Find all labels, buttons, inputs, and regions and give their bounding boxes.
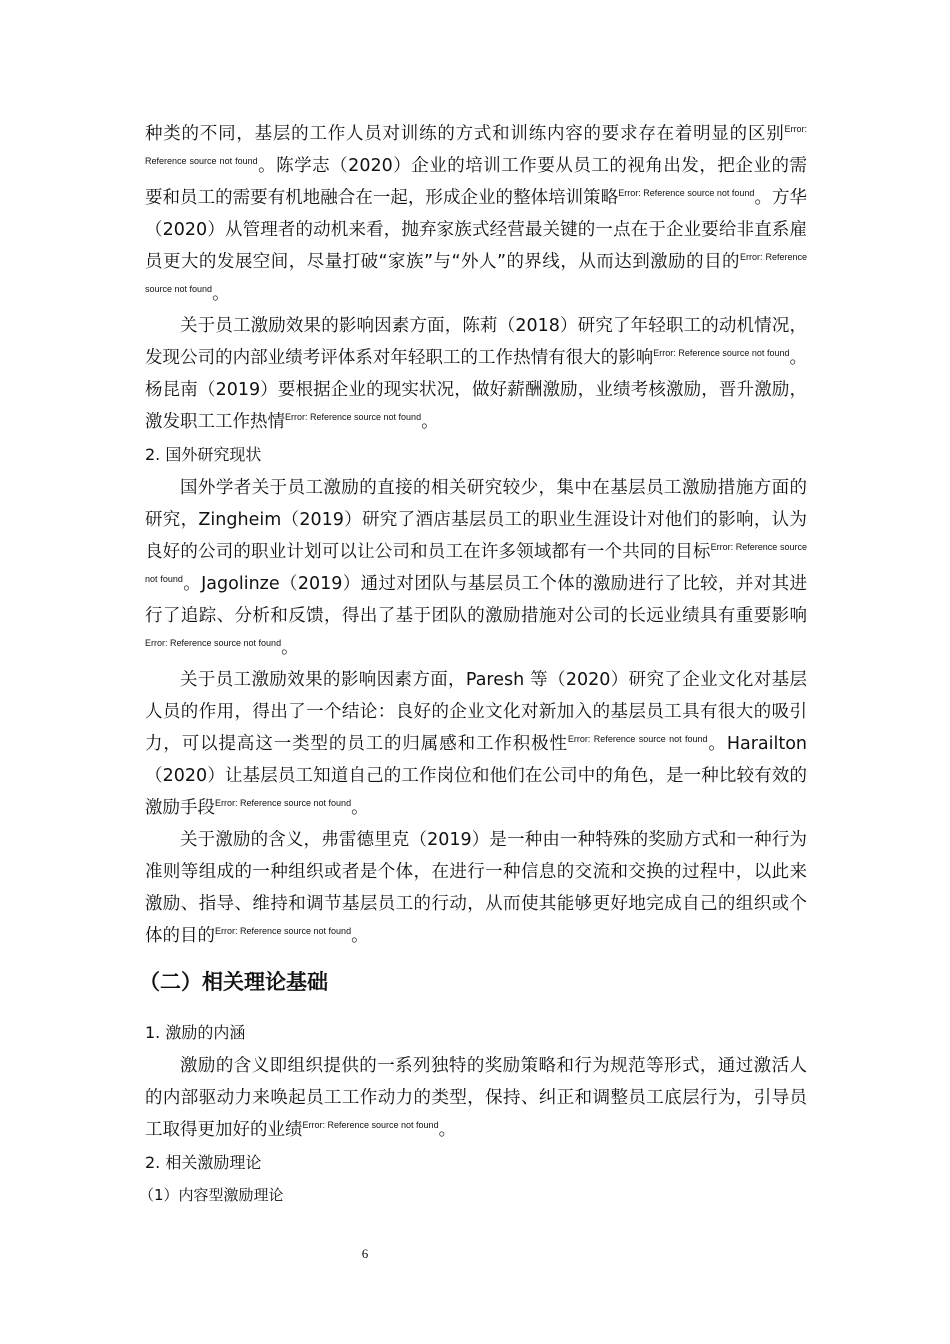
- reference-error: Error: Reference source not found: [302, 1120, 439, 1130]
- paragraph-incentive-definition: 激励的含义即组织提供的一系列独特的奖励策略和行为规范等形式，通过激活人的内部驱动力来唤起员工工作动力的类型，保持、纠正和调整员工底层行为，引导员工取得更加好的业绩$^{Error: Reference source not found}$。: [145, 1056, 807, 1140]
- reference-error: Error: Reference source not found: [215, 798, 352, 808]
- reference-error: Error: Reference source not found: [653, 348, 790, 358]
- reference-error: Error: Reference source not found: [618, 188, 755, 198]
- paragraph-training: 种类的不同，基层的工作人员对训练的方式和训练内容的要求存在着明显的区别$^{Error: Reference source not found}$。陈学志（2020）企业的培训工作要从员工的视角出发，把企业的需要和员工的需要有机地融合在一起，形成企业的整体培训策略$^{Error: Reference source not found}$。方华（2020）从管理者的动机来看，抛弃家族式经营最关键的一点在于企业要给非直系雇员更大的发展空间，尽量打破“家族”与“外人”的界线，从而达到激励的目的$^{Error: Reference source not found}$。: [145, 124, 808, 304]
- heading-content-theory: （1）内容型激励理论: [139, 1186, 284, 1204]
- heading-theory-basis: （二）相关理论基础: [139, 970, 328, 994]
- reference-error: Error: Reference source not found: [145, 124, 807, 166]
- reference-error: Error: Reference source not found: [145, 542, 807, 584]
- heading-incentive-connotation: 1. 激励的内涵: [145, 1023, 246, 1042]
- reference-error: Error: Reference source not found: [145, 638, 282, 648]
- paragraph-influence-factors: 关于员工激励效果的影响因素方面，陈莉（2018）研究了年轻职工的动机情况，发现公司的内部业绩考评体系对年轻职工的工作热情有很大的影响$^{Error: Reference source not found}$。杨昆南（2019）要根据企业的现实状况，做好薪酬激励，业绩考核激励，晋升激励，激发职工工作热情$^{Error: Reference source not found}$。: [145, 316, 808, 432]
- reference-error: Error: Reference source not found: [285, 412, 422, 422]
- heading-related-theories: 2. 相关激励理论: [145, 1153, 262, 1172]
- reference-error: Error: Reference source not found: [567, 734, 708, 744]
- paragraph-corporate-culture: 关于员工激励效果的影响因素方面，Paresh 等（2020）研究了企业文化对基层人员的作用，得出了一个结论：良好的企业文化对新加入的基层员工具有很大的吸引力，可以提高这一类型的员工的归属感和工作积极性$^{Error: Reference source not found}$。Harailton（2020）让基层员工知道自己的工作岗位和他们在公司中的角色，是一种比较有效的激励手段$^{Error: Reference source not found}$。: [145, 670, 808, 818]
- reference-error: Error: Reference source not found: [145, 252, 808, 294]
- page-number: 6: [361, 1246, 369, 1261]
- paragraph-foreign-scholars: 国外学者关于员工激励的直接的相关研究较少，集中在基层员工激励措施方面的研究，Zingheim（2019）研究了酒店基层员工的职业生涯设计对他们的影响，认为良好的公司的职业计划可以让公司和员工在许多领域都有一个共同的目标$^{Error: Reference source not found}$。Jagolinze（2019）通过对团队与基层员工个体的激励进行了比较，并对其进行了追踪、分析和反馈，得出了基于团队的激励措施对公司的长远业绩具有重要影响$^{Error: Reference source not found}$。: [145, 478, 807, 658]
- heading-foreign-research: 2. 国外研究现状: [145, 445, 262, 464]
- document-page: [139, 118, 808, 1210]
- paragraph-incentive-meaning: 关于激励的含义，弗雷德里克（2019）是一种由一种特殊的奖励方式和一种行为准则等组成的一种组织或者是个体，在进行一种信息的交流和交换的过程中，以此来激励、指导、维持和调节基层员工的行动，从而使其能够更好地完成自己的组织或个体的目的$^{Error: Reference source not found}$。: [145, 830, 807, 946]
- reference-error: Error: Reference source not found: [215, 926, 352, 936]
